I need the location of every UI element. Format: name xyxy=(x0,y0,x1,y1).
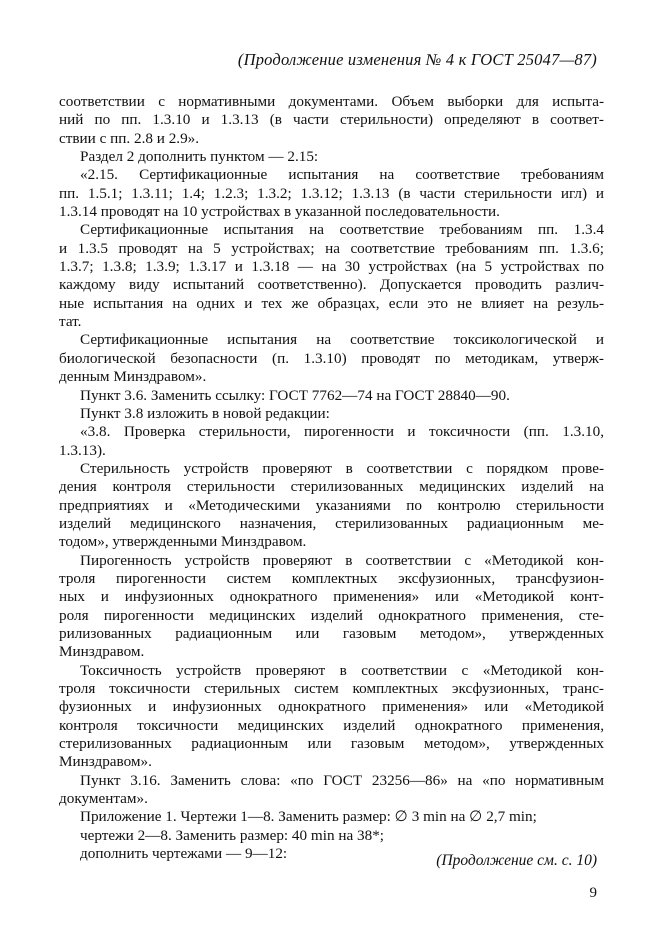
text-line: тодом», утвержденными Минздравом. xyxy=(59,533,307,551)
text-line: Приложение 1. Чертежи 1—8. Заменить размер: ∅ 3 min на ∅ 2,7 min; xyxy=(80,808,537,826)
text-line: соответствии с нормативными документами. Объем выборки для испыта- xyxy=(59,93,604,110)
text-line: фузионных и инфузионных однократного применения» или «Методикой xyxy=(59,698,604,716)
text-line: каждому виду испытаний соответственно). Допускается проводить различ- xyxy=(59,276,604,294)
text-line: Сертификационные испытания на соответствие токсикологической и xyxy=(80,331,604,349)
text-line: стерилизованных радиационным или газовым методом», утвержденных xyxy=(59,735,604,753)
text-line: предприятиях и «Методическими указаниями по контролю стерильности xyxy=(59,496,604,514)
text-line: Пирогенность устройств проверяют в соответствии с «Методикой кон- xyxy=(80,551,604,569)
text-line: Минздравом. xyxy=(59,643,145,661)
text-line: пп. 1.5.1; 1.3.11; 1.4; 1.2.3; 1.3.2; 1.3.12; 1.3.13 (в части стерильности игл) и xyxy=(59,184,604,202)
text-line: изделий медицинского назначения, стерилизованных радиационным ме- xyxy=(59,514,604,532)
text-line: 1.3.13). xyxy=(59,441,106,459)
text-line: 1.3.14 проводят на 10 устройствах в указанной последовательности. xyxy=(59,203,500,221)
text-line: ные испытания на одних и тех же образцах, если это не влияет на резуль- xyxy=(59,294,604,312)
text-line: 1.3.7; 1.3.8; 1.3.9; 1.3.17 и 1.3.18 — на 30 устройствах (на 5 устройствах по xyxy=(59,258,604,276)
text-line: ствии с пп. 2.8 и 2.9». xyxy=(59,129,200,147)
text-line: рилизованных радиационным или газовым методом», утвержденных xyxy=(59,624,604,642)
text-line: Стерильность устройств проверяют в соответствии с порядком прове- xyxy=(80,459,604,477)
text-line: «3.8. Проверка стерильности, пирогенности и токсичности (пп. 1.3.10, xyxy=(80,423,604,441)
text-line: Раздел 2 дополнить пунктом — 2.15: xyxy=(80,148,319,166)
text-line: Минздравом». xyxy=(59,753,152,771)
body-text xyxy=(59,93,604,863)
text-line: дения контроля стерильности стерилизованных медицинских изделий на xyxy=(59,478,604,496)
text-line: Токсичность устройств проверяют в соответствии с «Методикой кон- xyxy=(80,661,604,679)
text-line: роля пирогенности медицинских изделий однократного применения, сте- xyxy=(59,606,604,624)
text-line: Пункт 3.16. Заменить слова: «по ГОСТ 23256—86» на «по нормативным xyxy=(80,771,604,789)
text-line: ний по пп. 1.3.10 и 1.3.13 (в части стерильности) определяют в соответ- xyxy=(59,111,604,129)
running-header: (Продолжение изменения № 4 к ГОСТ 25047—87) xyxy=(237,50,597,69)
text-line: чертежи 2—8. Заменить размер: 40 min на 38*; xyxy=(80,826,385,844)
text-line: биологической безопасности (п. 1.3.10) проводят по методикам, утверж- xyxy=(59,349,604,367)
text-line: документам». xyxy=(59,790,148,808)
text-line: троля токсичности стерильных систем комплектных эксфузионных, транс- xyxy=(59,680,604,697)
text-line: дополнить чертежами — 9—12: xyxy=(80,845,288,863)
text-line: тат. xyxy=(59,313,82,331)
text-line: Сертификационные испытания на соответствие требованиям пп. 1.3.4 xyxy=(80,221,604,239)
text-line: «2.15. Сертификационные испытания на соответствие требованиям xyxy=(80,166,604,184)
page-number: 9 xyxy=(589,885,597,901)
text-line: контроля токсичности медицинских изделий однократного применения, xyxy=(59,716,604,734)
text-line: ных и инфузионных однократного применения» или «Методикой конт- xyxy=(59,588,604,606)
text-line: и 1.3.5 проводят на 5 устройствах; на соответствие требованиям пп. 1.3.6; xyxy=(59,239,604,257)
text-line: троля пирогенности систем комплектных эксфузионных, трансфузион- xyxy=(59,569,604,587)
text-line: Пункт 3.8 изложить в новой редакции: xyxy=(80,404,330,422)
continuation-note: (Продолжение см. с. 10) xyxy=(436,852,597,869)
text-line: денным Минздравом». xyxy=(59,368,207,386)
text-line: Пункт 3.6. Заменить ссылку: ГОСТ 7762—74 на ГОСТ 28840—90. xyxy=(80,386,510,404)
